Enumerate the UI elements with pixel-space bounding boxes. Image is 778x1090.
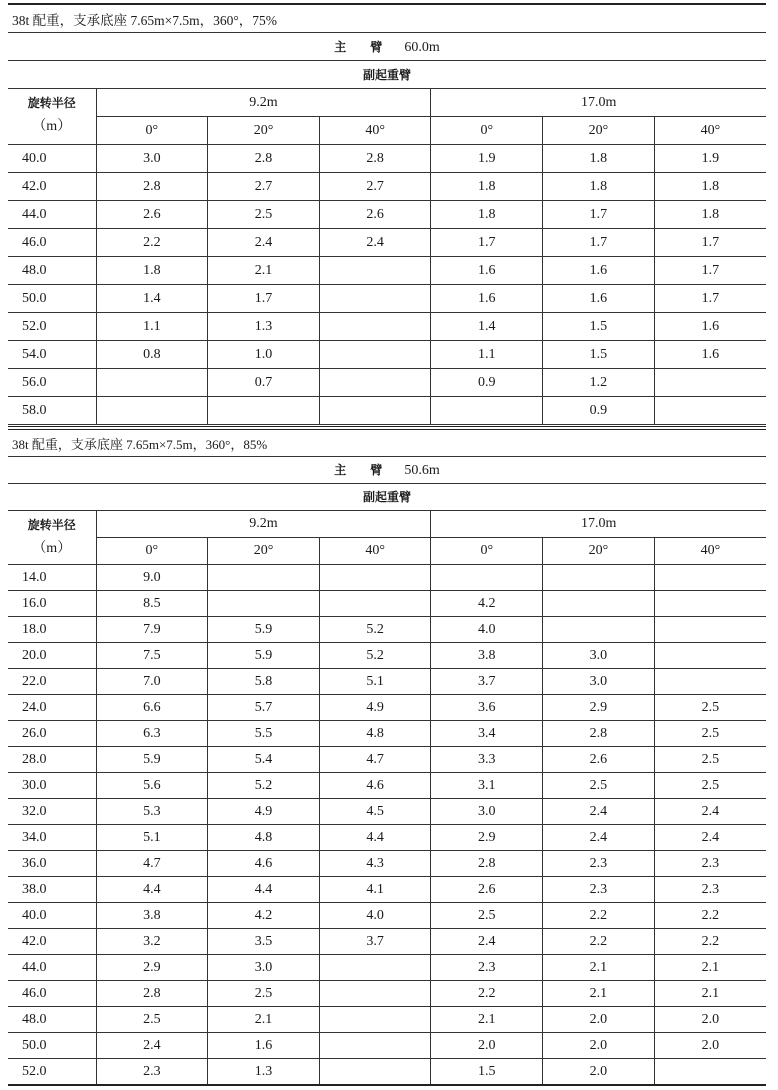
capacity-cell: 2.8 xyxy=(208,145,320,173)
table-caption: 38t 配重，支承底座 7.65m×7.5m，360°，75% xyxy=(8,4,766,33)
table-row xyxy=(8,617,766,643)
capacity-cell: 1.8 xyxy=(543,173,655,201)
angle-header: 40° xyxy=(654,117,766,145)
capacity-cell xyxy=(543,591,655,617)
capacity-cell xyxy=(319,1007,431,1033)
capacity-cell: 1.8 xyxy=(431,173,543,201)
group-header-9-2m: 9.2m xyxy=(96,511,431,538)
sub-boom-label: 副起重臂 xyxy=(362,67,411,82)
capacity-cell: 7.0 xyxy=(96,669,208,695)
capacity-cell: 2.1 xyxy=(543,981,655,1007)
capacity-cell: 1.9 xyxy=(431,145,543,173)
table-row xyxy=(8,981,766,1007)
capacity-cell: 2.3 xyxy=(543,851,655,877)
radius-cell: 44.0 xyxy=(8,201,96,229)
capacity-cell: 0.7 xyxy=(208,369,320,397)
capacity-cell: 1.4 xyxy=(431,313,543,341)
table-row xyxy=(8,955,766,981)
capacity-cell: 2.3 xyxy=(431,955,543,981)
capacity-cell: 2.8 xyxy=(96,173,208,201)
capacity-cell xyxy=(654,617,766,643)
radius-cell: 50.0 xyxy=(8,285,96,313)
radius-cell: 52.0 xyxy=(8,313,96,341)
radius-cell: 18.0 xyxy=(8,617,96,643)
capacity-cell: 2.5 xyxy=(431,903,543,929)
capacity-cell: 2.5 xyxy=(208,201,320,229)
capacity-cell: 3.4 xyxy=(431,721,543,747)
capacity-cell: 2.8 xyxy=(543,721,655,747)
radius-cell: 26.0 xyxy=(8,721,96,747)
capacity-cell: 5.9 xyxy=(96,747,208,773)
radius-cell: 36.0 xyxy=(8,851,96,877)
angle-header: 40° xyxy=(654,538,766,565)
capacity-cell xyxy=(96,369,208,397)
capacity-cell: 2.9 xyxy=(543,695,655,721)
radius-cell: 40.0 xyxy=(8,145,96,173)
capacity-cell: 2.7 xyxy=(208,173,320,201)
capacity-cell: 2.4 xyxy=(96,1033,208,1059)
capacity-cell: 2.4 xyxy=(431,929,543,955)
capacity-cell: 4.5 xyxy=(319,799,431,825)
angle-header: 0° xyxy=(431,117,543,145)
table-row xyxy=(8,145,766,173)
table-row xyxy=(8,877,766,903)
group-header-9-2m: 9.2m xyxy=(96,89,431,117)
capacity-cell: 1.7 xyxy=(543,229,655,257)
capacity-cell: 1.6 xyxy=(654,341,766,369)
capacity-cell: 2.5 xyxy=(654,695,766,721)
capacity-cell: 2.1 xyxy=(543,955,655,981)
capacity-cell: 3.1 xyxy=(431,773,543,799)
capacity-cell: 4.0 xyxy=(319,903,431,929)
capacity-cell: 4.6 xyxy=(319,773,431,799)
capacity-cell xyxy=(319,313,431,341)
capacity-cell: 1.7 xyxy=(431,229,543,257)
capacity-cell: 2.2 xyxy=(431,981,543,1007)
group-header-row xyxy=(8,89,766,117)
radius-cell: 50.0 xyxy=(8,1033,96,1059)
angle-header: 0° xyxy=(96,538,208,565)
capacity-cell: 2.7 xyxy=(319,173,431,201)
group-header-row xyxy=(8,511,766,538)
capacity-cell: 4.4 xyxy=(319,825,431,851)
table-row xyxy=(8,747,766,773)
capacity-cell: 1.6 xyxy=(208,1033,320,1059)
radius-cell: 58.0 xyxy=(8,397,96,425)
capacity-cell xyxy=(319,981,431,1007)
radius-cell: 16.0 xyxy=(8,591,96,617)
capacity-cell: 5.4 xyxy=(208,747,320,773)
main-boom-label: 主 臂 xyxy=(334,39,383,54)
capacity-cell: 5.9 xyxy=(208,617,320,643)
capacity-cell: 1.6 xyxy=(431,285,543,313)
capacity-cell: 1.6 xyxy=(431,257,543,285)
capacity-cell: 4.0 xyxy=(431,617,543,643)
capacity-cell: 1.8 xyxy=(654,201,766,229)
main-boom-row xyxy=(8,457,766,484)
capacity-cell xyxy=(319,565,431,591)
load-table-85 xyxy=(8,430,766,1086)
group-header-17-0m: 17.0m xyxy=(431,89,766,117)
capacity-cell xyxy=(319,257,431,285)
capacity-cell: 4.2 xyxy=(431,591,543,617)
capacity-cell: 5.2 xyxy=(319,617,431,643)
capacity-cell: 1.3 xyxy=(208,1059,320,1086)
angle-header: 0° xyxy=(431,538,543,565)
capacity-cell: 1.7 xyxy=(654,285,766,313)
table-row xyxy=(8,173,766,201)
capacity-cell: 4.4 xyxy=(208,877,320,903)
capacity-cell: 3.3 xyxy=(431,747,543,773)
capacity-cell xyxy=(208,565,320,591)
capacity-cell xyxy=(543,565,655,591)
capacity-cell xyxy=(654,591,766,617)
capacity-cell xyxy=(319,285,431,313)
capacity-cell: 2.2 xyxy=(654,929,766,955)
capacity-cell: 2.9 xyxy=(431,825,543,851)
capacity-cell: 2.1 xyxy=(208,1007,320,1033)
table-row xyxy=(8,1033,766,1059)
capacity-cell: 2.4 xyxy=(208,229,320,257)
capacity-cell: 1.7 xyxy=(208,285,320,313)
angle-header: 40° xyxy=(319,538,431,565)
capacity-cell: 3.7 xyxy=(431,669,543,695)
capacity-cell: 2.0 xyxy=(543,1007,655,1033)
capacity-cell: 3.8 xyxy=(96,903,208,929)
capacity-cell: 2.5 xyxy=(208,981,320,1007)
capacity-cell: 1.6 xyxy=(543,285,655,313)
capacity-cell: 3.0 xyxy=(431,799,543,825)
table-row xyxy=(8,799,766,825)
capacity-cell xyxy=(319,397,431,425)
angle-header-row xyxy=(8,117,766,145)
main-boom-length: 60.0m xyxy=(404,39,440,55)
capacity-cell: 2.1 xyxy=(431,1007,543,1033)
capacity-cell: 1.7 xyxy=(654,229,766,257)
capacity-cell: 2.3 xyxy=(654,877,766,903)
angle-header: 20° xyxy=(543,538,655,565)
capacity-cell: 2.1 xyxy=(654,981,766,1007)
capacity-cell: 2.2 xyxy=(654,903,766,929)
radius-cell: 48.0 xyxy=(8,1007,96,1033)
radius-cell: 48.0 xyxy=(8,257,96,285)
capacity-cell: 2.6 xyxy=(431,877,543,903)
table-row xyxy=(8,773,766,799)
angle-header: 20° xyxy=(543,117,655,145)
capacity-cell: 3.7 xyxy=(319,929,431,955)
capacity-cell: 4.3 xyxy=(319,851,431,877)
capacity-cell: 2.6 xyxy=(96,201,208,229)
capacity-cell xyxy=(319,955,431,981)
capacity-cell: 4.8 xyxy=(319,721,431,747)
capacity-cell: 3.8 xyxy=(431,643,543,669)
capacity-cell: 2.2 xyxy=(543,929,655,955)
radius-cell: 28.0 xyxy=(8,747,96,773)
capacity-cell: 2.4 xyxy=(543,825,655,851)
capacity-cell xyxy=(208,591,320,617)
capacity-cell: 1.2 xyxy=(543,369,655,397)
capacity-cell: 2.0 xyxy=(654,1033,766,1059)
angle-header: 0° xyxy=(96,117,208,145)
capacity-cell: 4.9 xyxy=(208,799,320,825)
radius-cell: 52.0 xyxy=(8,1059,96,1086)
capacity-cell: 3.0 xyxy=(543,643,655,669)
capacity-cell xyxy=(319,1059,431,1086)
capacity-cell: 7.5 xyxy=(96,643,208,669)
load-chart-page xyxy=(8,3,766,1086)
table-row xyxy=(8,825,766,851)
radius-cell: 42.0 xyxy=(8,173,96,201)
capacity-cell: 3.0 xyxy=(208,955,320,981)
capacity-cell: 7.9 xyxy=(96,617,208,643)
capacity-cell: 5.1 xyxy=(319,669,431,695)
capacity-cell: 4.7 xyxy=(96,851,208,877)
table-row xyxy=(8,341,766,369)
table-row xyxy=(8,201,766,229)
radius-cell: 32.0 xyxy=(8,799,96,825)
radius-cell: 30.0 xyxy=(8,773,96,799)
capacity-cell: 9.0 xyxy=(96,565,208,591)
capacity-cell xyxy=(543,617,655,643)
capacity-cell: 6.6 xyxy=(96,695,208,721)
capacity-cell: 1.9 xyxy=(654,145,766,173)
capacity-cell: 2.8 xyxy=(431,851,543,877)
capacity-cell: 3.2 xyxy=(96,929,208,955)
capacity-cell: 5.5 xyxy=(208,721,320,747)
capacity-cell: 4.8 xyxy=(208,825,320,851)
capacity-cell: 1.5 xyxy=(543,313,655,341)
main-boom-row xyxy=(8,33,766,61)
capacity-cell xyxy=(319,341,431,369)
capacity-cell: 3.6 xyxy=(431,695,543,721)
capacity-cell: 2.1 xyxy=(654,955,766,981)
radius-header: 旋转半径 （m） xyxy=(8,511,96,565)
capacity-cell: 2.5 xyxy=(654,721,766,747)
capacity-cell xyxy=(319,591,431,617)
capacity-cell: 2.5 xyxy=(654,773,766,799)
capacity-cell: 1.7 xyxy=(654,257,766,285)
capacity-cell: 1.1 xyxy=(96,313,208,341)
capacity-cell: 4.1 xyxy=(319,877,431,903)
angle-header: 20° xyxy=(208,117,320,145)
capacity-cell: 1.8 xyxy=(654,173,766,201)
capacity-cell: 2.0 xyxy=(543,1033,655,1059)
table-row xyxy=(8,903,766,929)
capacity-cell: 3.0 xyxy=(543,669,655,695)
angle-header: 40° xyxy=(319,117,431,145)
capacity-cell: 2.9 xyxy=(96,955,208,981)
radius-cell: 46.0 xyxy=(8,981,96,1007)
capacity-cell: 1.8 xyxy=(96,257,208,285)
table-row xyxy=(8,285,766,313)
capacity-cell: 1.1 xyxy=(431,341,543,369)
table-row xyxy=(8,721,766,747)
table-row xyxy=(8,257,766,285)
capacity-cell: 2.3 xyxy=(654,851,766,877)
radius-cell: 22.0 xyxy=(8,669,96,695)
capacity-cell xyxy=(96,397,208,425)
capacity-cell: 1.5 xyxy=(431,1059,543,1086)
angle-header-row xyxy=(8,538,766,565)
capacity-cell: 2.3 xyxy=(96,1059,208,1086)
radius-cell: 54.0 xyxy=(8,341,96,369)
angle-header: 20° xyxy=(208,538,320,565)
capacity-cell: 1.8 xyxy=(431,201,543,229)
sub-boom-label: 副起重臂 xyxy=(362,490,411,504)
table-row xyxy=(8,695,766,721)
radius-header: 旋转半径 （m） xyxy=(8,89,96,145)
main-boom-label: 主 臂 xyxy=(334,463,383,477)
radius-cell: 24.0 xyxy=(8,695,96,721)
capacity-cell: 1.4 xyxy=(96,285,208,313)
capacity-cell: 2.6 xyxy=(319,201,431,229)
capacity-cell xyxy=(654,1059,766,1086)
main-boom-length: 50.6m xyxy=(404,463,440,478)
table-caption-row xyxy=(8,4,766,33)
capacity-cell: 5.1 xyxy=(96,825,208,851)
capacity-cell xyxy=(654,397,766,425)
capacity-cell: 2.4 xyxy=(543,799,655,825)
capacity-cell: 0.9 xyxy=(431,369,543,397)
table-row xyxy=(8,851,766,877)
load-table-75 xyxy=(8,3,766,425)
radius-cell: 38.0 xyxy=(8,877,96,903)
capacity-cell: 1.6 xyxy=(654,313,766,341)
capacity-cell xyxy=(654,565,766,591)
capacity-cell: 2.5 xyxy=(654,747,766,773)
capacity-cell: 1.3 xyxy=(208,313,320,341)
capacity-cell: 4.4 xyxy=(96,877,208,903)
radius-cell: 56.0 xyxy=(8,369,96,397)
capacity-cell: 2.5 xyxy=(96,1007,208,1033)
capacity-cell: 5.7 xyxy=(208,695,320,721)
radius-cell: 14.0 xyxy=(8,565,96,591)
table-row xyxy=(8,229,766,257)
capacity-cell: 2.0 xyxy=(431,1033,543,1059)
capacity-cell xyxy=(654,669,766,695)
capacity-cell: 0.8 xyxy=(96,341,208,369)
table-row xyxy=(8,669,766,695)
capacity-cell: 2.0 xyxy=(543,1059,655,1086)
radius-cell: 40.0 xyxy=(8,903,96,929)
table-row xyxy=(8,397,766,425)
capacity-cell: 2.0 xyxy=(654,1007,766,1033)
capacity-cell: 2.2 xyxy=(543,903,655,929)
capacity-cell: 2.4 xyxy=(319,229,431,257)
capacity-cell: 2.8 xyxy=(96,981,208,1007)
capacity-cell: 5.9 xyxy=(208,643,320,669)
capacity-cell: 0.9 xyxy=(543,397,655,425)
capacity-cell: 5.3 xyxy=(96,799,208,825)
capacity-cell: 2.5 xyxy=(543,773,655,799)
table-row xyxy=(8,565,766,591)
capacity-cell: 2.6 xyxy=(543,747,655,773)
capacity-cell xyxy=(654,643,766,669)
capacity-cell: 5.2 xyxy=(208,773,320,799)
capacity-cell: 5.8 xyxy=(208,669,320,695)
capacity-cell xyxy=(208,397,320,425)
capacity-cell: 3.5 xyxy=(208,929,320,955)
table-row xyxy=(8,591,766,617)
capacity-cell: 3.0 xyxy=(96,145,208,173)
table-row xyxy=(8,313,766,341)
capacity-cell: 2.1 xyxy=(208,257,320,285)
radius-cell: 44.0 xyxy=(8,955,96,981)
capacity-cell: 6.3 xyxy=(96,721,208,747)
capacity-cell: 2.8 xyxy=(319,145,431,173)
capacity-cell xyxy=(431,565,543,591)
capacity-cell xyxy=(654,369,766,397)
capacity-cell: 4.9 xyxy=(319,695,431,721)
capacity-cell xyxy=(319,1033,431,1059)
group-header-17-0m: 17.0m xyxy=(431,511,766,538)
table-row xyxy=(8,929,766,955)
capacity-cell: 4.7 xyxy=(319,747,431,773)
radius-cell: 34.0 xyxy=(8,825,96,851)
capacity-cell: 4.2 xyxy=(208,903,320,929)
table-row xyxy=(8,643,766,669)
capacity-cell: 5.2 xyxy=(319,643,431,669)
capacity-cell: 1.8 xyxy=(543,145,655,173)
capacity-cell: 2.3 xyxy=(543,877,655,903)
capacity-cell: 1.7 xyxy=(543,201,655,229)
capacity-cell: 1.0 xyxy=(208,341,320,369)
capacity-cell: 4.6 xyxy=(208,851,320,877)
table-row xyxy=(8,1007,766,1033)
table-caption-row xyxy=(8,430,766,457)
capacity-cell xyxy=(431,397,543,425)
capacity-cell: 5.6 xyxy=(96,773,208,799)
table-row xyxy=(8,1059,766,1086)
capacity-cell: 8.5 xyxy=(96,591,208,617)
capacity-cell: 2.4 xyxy=(654,825,766,851)
capacity-cell xyxy=(319,369,431,397)
radius-cell: 46.0 xyxy=(8,229,96,257)
capacity-cell: 2.2 xyxy=(96,229,208,257)
sub-boom-row xyxy=(8,484,766,511)
table-row xyxy=(8,369,766,397)
sub-boom-row xyxy=(8,61,766,89)
capacity-cell: 2.4 xyxy=(654,799,766,825)
capacity-cell: 1.6 xyxy=(543,257,655,285)
radius-cell: 20.0 xyxy=(8,643,96,669)
capacity-cell: 1.5 xyxy=(543,341,655,369)
table-caption: 38t 配重，支承底座 7.65m×7.5m，360°，85% xyxy=(8,430,766,457)
radius-cell: 42.0 xyxy=(8,929,96,955)
